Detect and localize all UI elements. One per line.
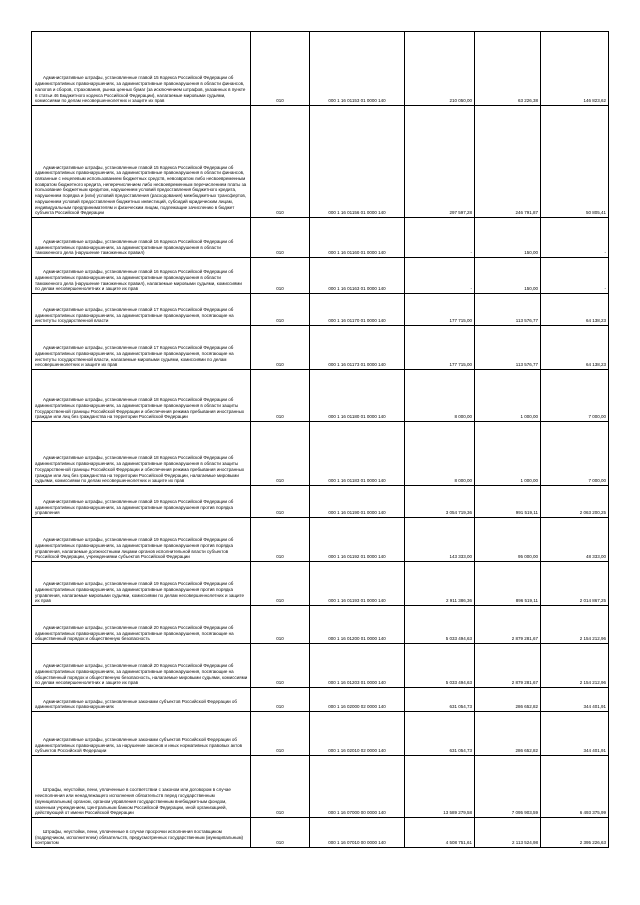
income-name-text: Административные штрафы, установленные главой 20 Кодекса Российской Федерации об административных правонарушениях, за административные правонарушения, посягающие на общественный порядок и общественную безопасность: [35, 624, 234, 642]
income-name-cell: [32, 486, 251, 518]
income-name-text: Штрафы, неустойки, пени, уплаченные в соответствии с законом или договором в случае неисполнения или ненадлежащего исполнения обязательств перед государственным (муниципальным) органом, органом управления государственным внебюджетным фондом, казенным учреждением, Центральным банком Российской Федерации, иной организацией, действующей от имени Российской Федерации: [35, 787, 231, 816]
revenue-table: [31, 31, 609, 848]
approved-amount-cell: 5 033 494,63: [405, 606, 475, 644]
unexecuted-amount-cell: 7 000,00: [541, 422, 609, 486]
approved-amount-cell: 13 589 279,58: [405, 756, 475, 818]
budget-classification-code-cell: 000 1 16 01190 01 0000 140: [310, 486, 405, 518]
executed-amount-cell: 246 791,87: [475, 106, 541, 218]
income-name-cell: [32, 370, 251, 422]
table-row: [32, 644, 609, 688]
income-name-text: Административные штрафы, установленные главой 17 Кодекса Российской Федерации об административных правонарушениях, за административные правонарушения, посягающие на институты государственной власти: [35, 306, 234, 324]
income-name-cell: [32, 518, 251, 562]
budget-classification-code-cell: 000 1 16 07000 00 0000 140: [310, 756, 405, 818]
income-name-cell: [32, 818, 251, 848]
budget-classification-code-cell: 000 1 16 01170 01 0000 140: [310, 294, 405, 326]
executed-amount-cell: 1 000,00: [475, 422, 541, 486]
line-code-cell: 010: [251, 326, 310, 370]
approved-amount-cell: 4 508 751,61: [405, 818, 475, 848]
budget-classification-code-cell: 000 1 16 02000 02 0000 140: [310, 688, 405, 712]
income-name-cell: [32, 688, 251, 712]
table-row: [32, 518, 609, 562]
approved-amount-cell: 210 050,00: [405, 32, 475, 106]
approved-amount-cell: 177 715,00: [405, 294, 475, 326]
table-row: [32, 562, 609, 606]
line-code-cell: 010: [251, 518, 310, 562]
income-name-text: Административные штрафы, установленные главой 18 Кодекса Российской Федерации об административных правонарушениях, за административные правонарушения в области защиты Государственной границы Российской Федерации и обеспечения режима пребывания иностранных граждан или лиц без гражданства на территории Российской Федерации, налагаемые мировыми судьями, комиссиями по делам несовершеннолетних и защите их прав: [35, 455, 245, 484]
approved-amount-cell: 297 597,28: [405, 106, 475, 218]
income-name-text: Административные штрафы, установленные главой 18 Кодекса Российской Федерации об административных правонарушениях, за административные правонарушения в области защиты Государственной границы Российской Федерации и обеспечения режима пребывания иностранных граждан или лиц без гражданства на территории Российской Федерации: [35, 397, 245, 420]
budget-classification-code-cell: 000 1 16 01180 01 0000 140: [310, 370, 405, 422]
line-code-cell: 010: [251, 258, 310, 294]
unexecuted-amount-cell: 6 493 375,99: [541, 756, 609, 818]
table-row: [32, 606, 609, 644]
budget-classification-code-cell: 000 1 16 01160 01 0000 140: [310, 218, 405, 258]
income-name-text: Административные штрафы, установленные главой 16 Кодекса Российской Федерации об административных правонарушениях, за административные правонарушения в области таможенного дела (нарушение таможенных правил): [35, 238, 234, 256]
line-code-cell: 010: [251, 486, 310, 518]
line-code-cell: 010: [251, 32, 310, 106]
approved-amount-cell: 3 054 719,36: [405, 486, 475, 518]
executed-amount-cell: 113 576,77: [475, 326, 541, 370]
income-name-text: Административные штрафы, установленные главой 17 Кодекса Российской Федерации об административных правонарушениях, за административные правонарушения, посягающие на институты государственной власти, налагаемые мировыми судьями, комиссиями по делам несовершеннолетних и защите их прав: [35, 345, 234, 368]
approved-amount-cell: 8 000,00: [405, 370, 475, 422]
unexecuted-amount-cell: 2 014 867,25: [541, 562, 609, 606]
income-name-cell: [32, 756, 251, 818]
budget-classification-code-cell: 000 1 16 07010 00 0000 140: [310, 818, 405, 848]
unexecuted-amount-cell: 2 395 226,63: [541, 818, 609, 848]
income-name-cell: [32, 294, 251, 326]
income-name-cell: [32, 106, 251, 218]
budget-classification-code-cell: 000 1 16 01203 01 0000 140: [310, 644, 405, 688]
approved-amount-cell: 631 054,73: [405, 688, 475, 712]
unexecuted-amount-cell: 64 138,23: [541, 294, 609, 326]
table-row: [32, 294, 609, 326]
approved-amount-cell: 5 033 494,63: [405, 644, 475, 688]
approved-amount-cell: -: [405, 218, 475, 258]
line-code-cell: 010: [251, 294, 310, 326]
income-name-text: Административные штрафы, установленные законами субъектов Российской Федерации об административных правонарушениях, за нарушение законов и иных нормативных правовых актов субъектов Российской Федерации: [35, 736, 243, 754]
approved-amount-cell: -: [405, 258, 475, 294]
income-name-cell: [32, 712, 251, 756]
approved-amount-cell: 8 000,00: [405, 422, 475, 486]
income-name-text: Административные штрафы, установленные главой 19 Кодекса Российской Федерации об административных правонарушениях, за административные правонарушения против порядка управления: [35, 498, 234, 516]
unexecuted-amount-cell: 344 401,91: [541, 688, 609, 712]
approved-amount-cell: 143 333,00: [405, 518, 475, 562]
income-name-cell: [32, 218, 251, 258]
report-sheet: [31, 31, 608, 848]
executed-amount-cell: 7 095 903,59: [475, 756, 541, 818]
line-code-cell: 010: [251, 712, 310, 756]
line-code-cell: 010: [251, 818, 310, 848]
budget-classification-code-cell: 000 1 16 02010 02 0000 140: [310, 712, 405, 756]
income-name-cell: [32, 422, 251, 486]
executed-amount-cell: 150,00: [475, 258, 541, 294]
table-row: [32, 486, 609, 518]
line-code-cell: 010: [251, 370, 310, 422]
income-name-cell: [32, 32, 251, 106]
executed-amount-cell: 286 652,82: [475, 688, 541, 712]
budget-classification-code-cell: 000 1 16 01200 01 0000 140: [310, 606, 405, 644]
income-name-cell: [32, 258, 251, 294]
income-name-text: Административные штрафы, установленные главой 15 Кодекса Российской Федерации об административных правонарушениях, за административные правонарушения в области финансов, налогов и сборов, страхования, рынка ценных бумаг (за исключением штрафов, указанных в пункте 6 статьи 46 Бюджетного кодекса Российской Федерации), налагаемые мировыми судьями, комиссиями по делам несовершеннолетних и защите их прав: [35, 75, 246, 104]
income-name-text: Административные штрафы, установленные главой 16 Кодекса Российской Федерации об административных правонарушениях, за административные правонарушения в области таможенного дела (нарушение таможенных правил), налагаемые мировыми судьями, комиссиями по делам несовершеннолетних и защите их прав: [35, 269, 242, 292]
table-row: [32, 370, 609, 422]
table-row: [32, 32, 609, 106]
unexecuted-amount-cell: -: [541, 218, 609, 258]
line-code-cell: 010: [251, 688, 310, 712]
executed-amount-cell: 2 879 281,67: [475, 606, 541, 644]
income-name-cell: [32, 606, 251, 644]
executed-amount-cell: 113 576,77: [475, 294, 541, 326]
budget-classification-code-cell: 000 1 16 01183 01 0000 140: [310, 422, 405, 486]
executed-amount-cell: 63 226,38: [475, 32, 541, 106]
income-name-cell: [32, 326, 251, 370]
table-row: [32, 218, 609, 258]
table-row: [32, 106, 609, 218]
table-body: [32, 32, 609, 848]
unexecuted-amount-cell: 48 333,00: [541, 518, 609, 562]
table-row: [32, 326, 609, 370]
line-code-cell: 010: [251, 218, 310, 258]
unexecuted-amount-cell: 7 000,00: [541, 370, 609, 422]
executed-amount-cell: 2 113 524,98: [475, 818, 541, 848]
budget-classification-code-cell: 000 1 16 01193 01 0000 140: [310, 562, 405, 606]
line-code-cell: 010: [251, 422, 310, 486]
table-row: [32, 688, 609, 712]
income-name-text: Административные штрафы, установленные главой 15 Кодекса Российской Федерации об административных правонарушениях, за административные правонарушения в области финансов, связанные с нецелевым использованием бюджетных средств, невозвратом либо несвоевременным возвратом бюджетного кредита, неперечислением либо несвоевременным перечислением платы за пользование бюджетным кредитом, нарушением условий предоставления бюджетного кредита, нарушением порядка и (или) условий предоставления (расходования) межбюджетных трансфертов, нарушением условий предоставления бюджетных инвестиций, субсидий юридическим лицам, индивидуальным предпринимателям и физическим лицам, подлежащие зачислению в бюджет субъекта Российской Федерации: [35, 164, 247, 216]
unexecuted-amount-cell: 2 063 200,25: [541, 486, 609, 518]
unexecuted-amount-cell: 2 154 212,96: [541, 606, 609, 644]
approved-amount-cell: 631 054,73: [405, 712, 475, 756]
line-code-cell: 010: [251, 106, 310, 218]
income-name-cell: [32, 644, 251, 688]
unexecuted-amount-cell: 2 154 212,96: [541, 644, 609, 688]
budget-classification-code-cell: 000 1 16 01163 01 0000 140: [310, 258, 405, 294]
executed-amount-cell: 2 879 281,67: [475, 644, 541, 688]
table-row: [32, 818, 609, 848]
unexecuted-amount-cell: 146 823,62: [541, 32, 609, 106]
table-row: [32, 712, 609, 756]
executed-amount-cell: 286 652,82: [475, 712, 541, 756]
unexecuted-amount-cell: -: [541, 258, 609, 294]
budget-classification-code-cell: 000 1 16 01192 01 0000 140: [310, 518, 405, 562]
table-row: [32, 756, 609, 818]
budget-classification-code-cell: 000 1 16 01153 01 0000 140: [310, 32, 405, 106]
income-name-text: Административные штрафы, установленные главой 20 Кодекса Российской Федерации об административных правонарушениях, за административные правонарушения, посягающие на общественный порядок и общественную безопасность, налагаемые мировыми судьями, комиссиями по делам несовершеннолетних и защите их прав: [35, 663, 248, 686]
income-name-cell: [32, 562, 251, 606]
executed-amount-cell: 150,00: [475, 218, 541, 258]
budget-classification-code-cell: 000 1 16 01173 01 0000 140: [310, 326, 405, 370]
table-row: [32, 258, 609, 294]
income-name-text: Административные штрафы, установленные главой 19 Кодекса Российской Федерации об административных правонарушениях, за административные правонарушения против порядка управления, налагаемые мировыми судьями, комиссиями по делам несовершеннолетних и защите их прав: [35, 581, 245, 604]
approved-amount-cell: 177 715,00: [405, 326, 475, 370]
line-code-cell: 010: [251, 644, 310, 688]
income-name-text: Штрафы, неустойки, пени, уплаченные в случае просрочки исполнения поставщиком (подрядчиком, исполнителем) обязательств, предусмотренных государственным (муниципальным) контрактом: [35, 828, 244, 846]
line-code-cell: 010: [251, 756, 310, 818]
unexecuted-amount-cell: 64 138,23: [541, 326, 609, 370]
executed-amount-cell: 1 000,00: [475, 370, 541, 422]
executed-amount-cell: 896 519,11: [475, 562, 541, 606]
budget-classification-code-cell: 000 1 16 01156 01 0000 140: [310, 106, 405, 218]
unexecuted-amount-cell: 344 401,91: [541, 712, 609, 756]
unexecuted-amount-cell: 50 805,41: [541, 106, 609, 218]
line-code-cell: 010: [251, 562, 310, 606]
executed-amount-cell: 95 000,00: [475, 518, 541, 562]
table-row: [32, 422, 609, 486]
executed-amount-cell: 991 519,11: [475, 486, 541, 518]
income-name-text: Административные штрафы, установленные законами субъектов Российской Федерации об административных правонарушениях: [35, 698, 237, 710]
approved-amount-cell: 2 911 386,36: [405, 562, 475, 606]
line-code-cell: 010: [251, 606, 310, 644]
income-name-text: Административные штрафы, установленные главой 19 Кодекса Российской Федерации об административных правонарушениях, за административные правонарушения против порядка управления, налагаемые должностными лицами органов исполнительной власти субъектов Российской Федерации, учреждениями субъектов Российской Федерации: [35, 537, 234, 560]
